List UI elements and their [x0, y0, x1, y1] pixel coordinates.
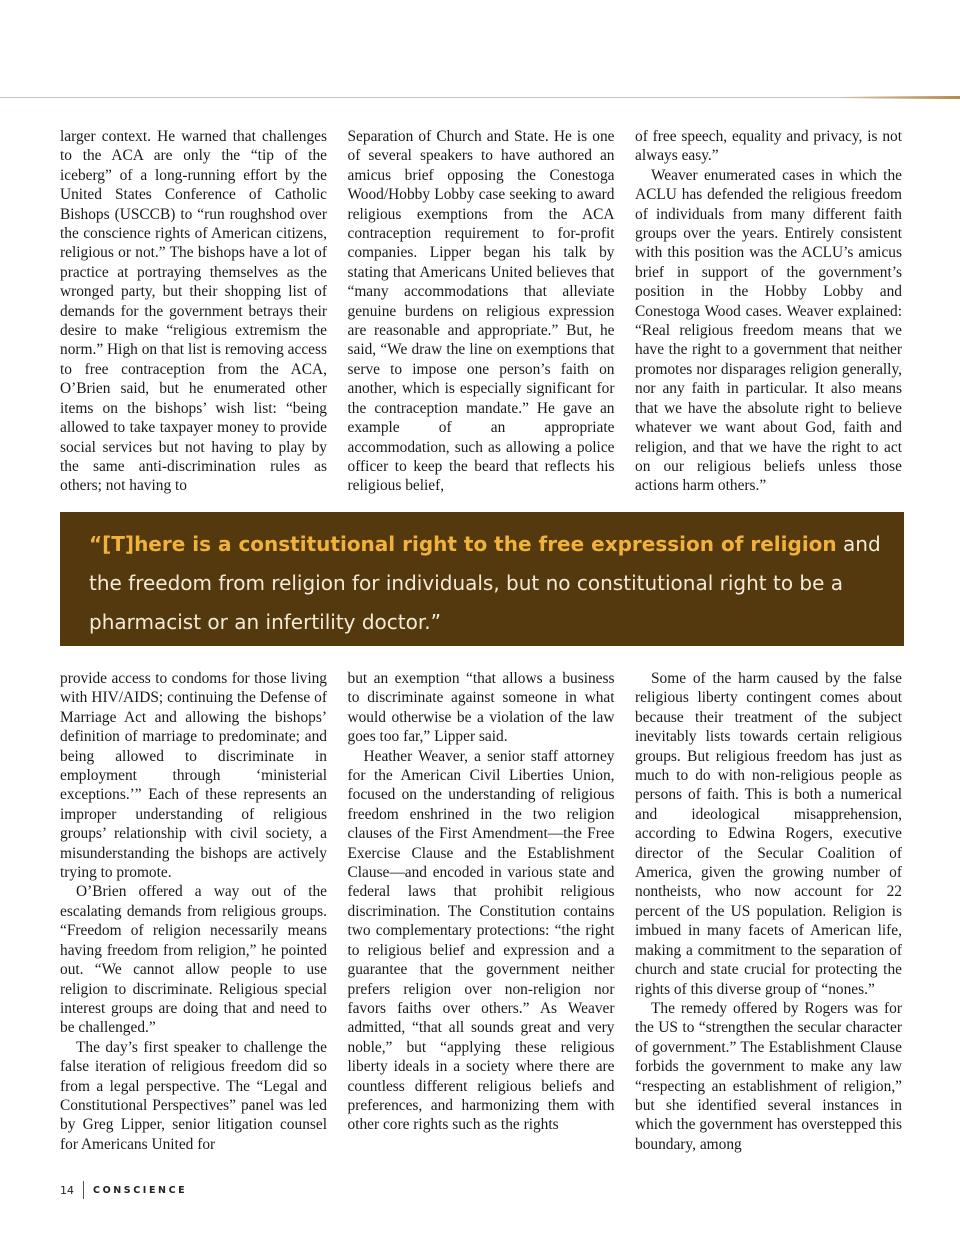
paragraph: provide access to condoms for those living with HIV/AIDS; continuing the Defense of Marriage Act and allowing the bishops’ definition of marriage to predominate; and being allowed to discriminate in employment through ‘ministerial exceptions.’” Each of these represents an improper understanding of religious groups’ relationship with civil society, a misunderstanding the bishops are actively trying to promote. [60, 670, 327, 882]
paragraph: Heather Weaver, a senior staff attorney for the American Civil Liberties Union, focused on the understanding of religious freedom enshrined in the two religion clauses of the First Amendment—the Free Exercise Clause and the Establishment Clause—and encoded in various state and federal laws that prohibit religious discrimination. The Constitution contains two complementary protections: “the right to religious belief and expression and a guarantee that the government neither prefers religion over non-religion nor favors faiths over others.” As Weaver admitted, “that all sounds great and very noble,” but “applying these religious liberty ideals in a society where there are countless different religious beliefs and preferences, and harmonizing them with other core rights such as the rights [347, 747, 615, 1134]
paragraph: Some of the harm caused by the false religious liberty contingent comes about because their treatment of the subject inevitably lists towards certain religious groups. But religious freedom has just as much to do with non-religious people as persons of faith. This is both a numerical and ideological misapprehension, according to Edwina Rogers, executive director of the Secular Coalition of America, given the growing number of nontheists, who now account for 22 percent of the US population. Religion is imbued in many facets of American life, making a commitment to the separation of church and state crucial for protecting the rights of this diverse group of “nones.” [635, 670, 902, 998]
paragraph: Weaver enumerated cases in which the ACLU has defended the religious freedom of individuals from many different faith groups over the years. Entirely consistent with this position was the ACLU’s amicus brief in support of the government’s position in the Hobby Lobby and Conestoga Wood cases. Weaver explained: “Real religious freedom means that we have the right to a government that neither promotes nor disparages religion generally, nor any faith in particular. It also means that we have the absolute right to believe whatever we want about God, faith and religion, and that we have the right to act on our religious beliefs unless those actions harm others.” [635, 166, 902, 495]
paragraph: larger context. He warned that challenges to the ACA are only the “tip of the iceberg” of a long-running effort by the United States Conference of Catholic Bishops (USCCB) to “run roughshod over the conscience rights of American citizens, religious or not.” The bishops have a lot of practice at portraying themselves as the wronged party, but their shopping list of demands for the government betrays their desire to make “religious extremism the norm.” High on that list is removing access to free contraception from the ACA, O’Brien said, but he enumerated other items on the bishops’ wish list: “being allowed to take taxpayer money to provide social services but not having to play by the same anti-discrimination rules as others; not having to [60, 128, 327, 495]
upper-column-1 [60, 127, 327, 496]
pull-quote-text: and the freedom from religion for individuals, but no constitutional right to be a pharmacist or an infertility doctor.” [89, 532, 881, 634]
upper-column-2 [348, 127, 615, 496]
paragraph: The day’s first speaker to challenge the false iteration of religious freedom did so from a legal perspective. The “Legal and Constitutional Perspectives” panel was led by Greg Lipper, senior litigation counsel for Americans United for [60, 1038, 327, 1153]
top-rule [0, 97, 960, 98]
paragraph: The remedy offered by Rogers was for the US to “strengthen the secular character of government.” The Establishment Clause forbids the government to make any law “respecting an establishment of religion,” but she identified several instances in which the government has overstepped this boundary, among [635, 999, 902, 1153]
upper-columns [60, 127, 902, 496]
upper-column-3 [635, 127, 902, 496]
page-number: 14 [60, 1183, 74, 1197]
lower-column-1 [60, 669, 327, 1154]
pull-quote [60, 512, 904, 646]
lower-column-2 [348, 669, 615, 1154]
paragraph: but an exemption “that allows a business to discriminate against someone in what would otherwise be a violation of the law goes too far,” Lipper said. [347, 670, 615, 746]
paragraph: of free speech, equality and privacy, is not always easy.” [635, 128, 902, 165]
paragraph: O’Brien offered a way out of the escalating demands from religious groups. “Freedom of religion necessarily means having freedom from religion,” he pointed out. “We cannot allow people to use religion to discriminate. Religious special interest groups are doing that and need to be challenged.” [60, 883, 327, 1037]
magazine-name: CONSCIENCE [93, 1184, 188, 1196]
lower-columns [60, 669, 902, 1154]
pull-quote-highlight: “[T]here is a constitutional right to the free expression of religion [89, 532, 837, 556]
lower-column-3 [635, 669, 902, 1154]
page-footer [60, 1181, 187, 1199]
paragraph: Separation of Church and State. He is one of several speakers to have authored an amicus brief opposing the Conestoga Wood/Hobby Lobby case seeking to award religious exemptions from the ACA contraception requirement to for-profit companies. Lipper began his talk by stating that Americans United believes that “many accommodations that alleviate genuine burdens on religious expression are reasonable and appropriate.” But, he said, “We draw the line on exemptions that serve to impose one person’s faith on another, which is especially significant for the contraception mandate.” He gave an example of an appropriate accommodation, such as allowing a police officer to keep the beard that reflects his religious belief, [347, 128, 615, 495]
